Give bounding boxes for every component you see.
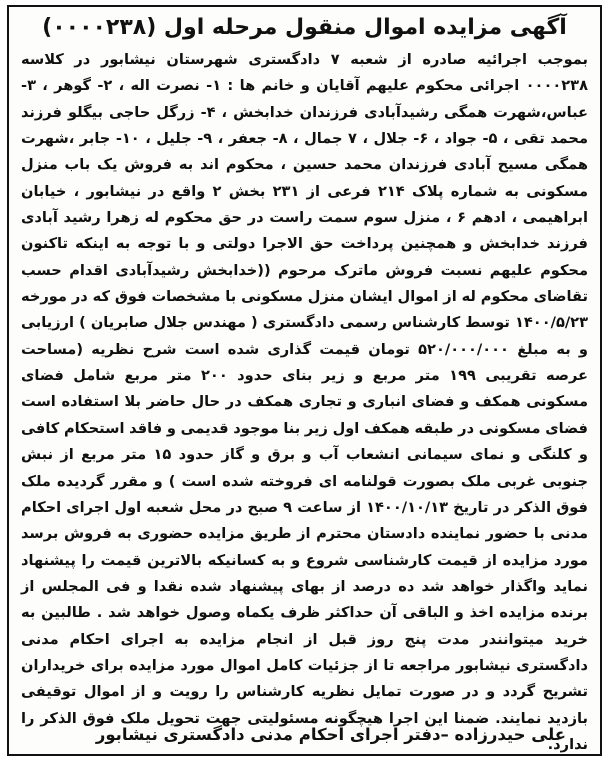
notice-signature: علی حیدرزاده –دفتر اجرای احکام مدنی دادگستری نیشابور [95,725,566,744]
auction-notice [7,5,602,756]
notice-body: بموجب اجرائیه صادره از شعبه ۷ دادگستری شهرستان نیشابور در کلاسه ۰۰۰۰۲۳۸ اجرائی محکوم علیهم آقایان و خانم ها : ۱- نصرت اله ، ۲- گوهر ، ۳- عباس،شهرت همگی رشیدآبادی فرزندان خدابخش ، ۴- زرگل حاجی بیگلو فرزند محمد تقی ، ۵- جواد ، ۶- جلال ، ۷ جمال ، ۸- جعفر ، ۹- جلیل ، ۱۰- جابر ،شهرت همگی مسیح آبادی فرزندان محمد حسین ، محکوم اند به فروش یک باب منزل مسکونی به شماره پلاک ۲۱۴ فرعی از ۲۳۱ بخش ۲ واقع در نیشابور ، خیابان ابراهیمی ، ادهم ۶ ، منزل سوم سمت راست در حق محکوم له زهرا رشید آبادی فرزند خدابخش و همچنین پرداخت حق الاجرا دولتی و با توجه به اینکه تاکنون محکوم علیهم نسبت فروش ماترک مرحوم ((خدابخش رشیدآبادی اقدام حسب تقاضای محکوم له از اموال ایشان منزل مسکونی با مشخصات فوق که در مورخه ۱۴۰۰/۵/۲۳ توسط کارشناس رسمی دادگستری ( مهندس جلال صابریان ) ارزیابی و به مبلغ ۵۲۰/۰۰۰/۰۰۰ تومان قیمت گذاری شده است شرح نظریه (مساحت عرصه تقریبی ۱۹۹ متر مربع و زیر بنای حدود ۲۰۰ متر مربع شامل فضای مسکونی همکف و فضای انباری و تجاری همکف در حال حاضر بلا استفاده است فضای مسکونی در طبقه همکف اول زیر بنا موجود قدیمی و فاقد استحکام کافی و کلنگی و نمای سیمانی انشعاب آب و برق و گاز حدود ۱۵ متر مربع از نبش جنوبی غربی ملک بصورت قولنامه ای فروخته شده است ) و مقرر گردیده ملک فوق الذکر در تاریخ ۱۴۰۰/۱۰/۱۳ از ساعت ۹ صبح در محل شعبه اول اجرای احکام مدنی با حضور نماینده دادستان محترم از طریق مزایده حضوری به فروش برسد مورد مزایده از قیمت کارشناسی شروع و به کسانیکه بالاترین قیمت را پیشنهاد نماید واگذار خواهد شد ده درصد از بهای پیشنهاد شده نقدا و فی المجلس از برنده مزایده اخذ و الباقی آن حداکثر ظرف یکماه وصول خواهد شد . طالبین به خرید میتوانندر مدت پنج روز قبل از انجام مزایده به اجرای احکام مدنی دادگستری نیشابور مراجعه تا از جزئیات کامل اموال مورد مزایده برای خریداران تشریح گردد و در صورت تمایل نظریه کارشناس را رویت و از اموال توقیفی بازدید نمایند. ضمنا این اجرا هیچگونه مسئولیتی جهت تحویل ملک فوق الذکر را ندارد. [21,51,589,753]
notice-title: آگهی مزایده اموال منقول مرحله اول (۰۰۰۰۲۳۸) [42,15,567,40]
